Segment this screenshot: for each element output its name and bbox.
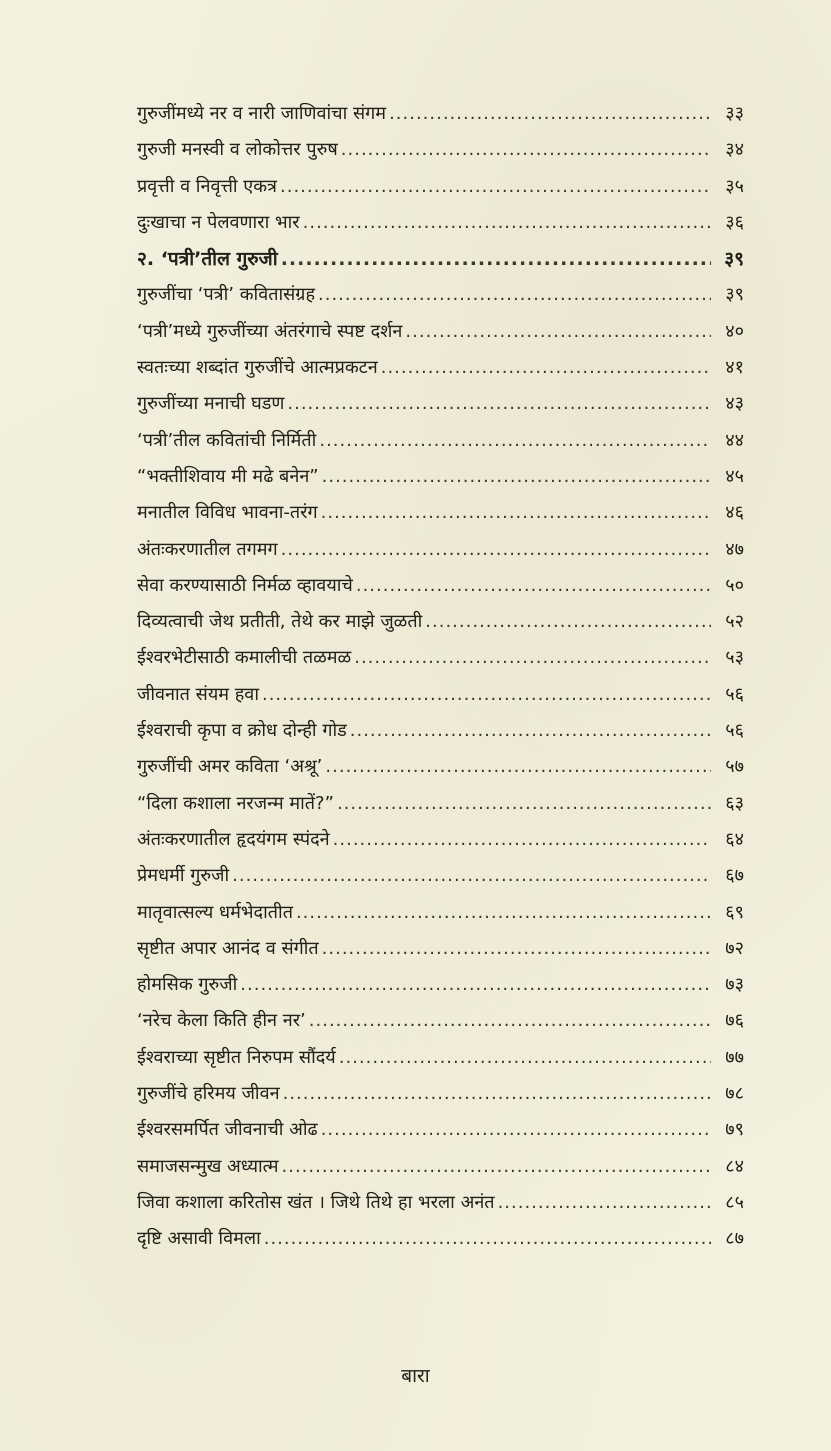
- dot-leader: [341, 132, 711, 168]
- toc-entry-page-number: ६३: [725, 792, 744, 814]
- dot-leader: [322, 459, 711, 495]
- toc-entry: [137, 858, 744, 894]
- toc-entry: [137, 967, 744, 1003]
- toc-entry: [137, 459, 744, 495]
- toc-entry: [137, 604, 744, 640]
- toc-entry: [137, 205, 744, 241]
- toc-entry: [137, 1076, 744, 1112]
- dot-leader: [281, 241, 711, 277]
- dot-leader: [303, 205, 711, 241]
- toc-entry-title: ‘पत्री’तील कवितांची निर्मिती: [137, 429, 317, 451]
- toc-entry: [137, 1003, 744, 1039]
- toc-entry-title: गुरुजींमध्ये नर व नारी जाणिवांचा संगम: [137, 103, 387, 124]
- toc-entry-page-number: ५३: [725, 647, 744, 669]
- toc-entry-page-number: ५६: [725, 683, 744, 705]
- page-number-footer: बारा: [401, 1365, 430, 1387]
- toc-entry-title: प्रेमधर्मी गुरुजी: [137, 865, 230, 887]
- toc-chapter-heading: [137, 241, 744, 277]
- toc-entry-title: जिवा कशाला करितोस खंत । जिथे तिथे हा भरला अनंत: [137, 1191, 495, 1213]
- toc-entry: [137, 822, 744, 858]
- toc-entry-page-number: ६७: [725, 865, 744, 887]
- toc-entry-page-number: ७२: [725, 937, 744, 959]
- toc-entry: [137, 1040, 744, 1076]
- dot-leader: [498, 1185, 711, 1221]
- toc-entry-page-number: ३९: [725, 284, 744, 306]
- dot-leader: [287, 386, 711, 422]
- toc-entry-title: प्रवृत्ती व निवृत्ती एकत्र: [137, 175, 277, 197]
- dot-leader: [325, 749, 711, 785]
- toc-entry: [137, 169, 744, 205]
- toc-entry-page-number: ४०: [725, 320, 744, 342]
- dot-leader: [322, 931, 711, 967]
- toc-entry: [137, 495, 744, 531]
- toc-entry-page-number: ५७: [725, 756, 744, 778]
- toc-entry-title: गुरुजींची अमर कविता ‘अश्रू’: [137, 756, 323, 778]
- toc-entry-title: ईश्वरसमर्पित जीवनाची ओढ: [137, 1119, 318, 1141]
- toc-entry-page-number: ४१: [725, 357, 744, 379]
- toc-entry-title: अंतःकरणातील हृदयंगम स्पंदने: [137, 828, 330, 850]
- table-of-contents: [137, 96, 744, 1258]
- toc-entry: [137, 314, 744, 350]
- toc-entry-page-number: ४६: [725, 502, 744, 524]
- toc-entry-page-number: ६९: [725, 901, 744, 923]
- toc-entry-title: २. ‘पत्री’तील गुरुजी: [137, 248, 278, 271]
- dot-leader: [240, 967, 711, 1003]
- toc-entry-title: ईश्वराची कृपा व क्रोध दोन्ही गोड: [137, 720, 347, 742]
- toc-entry-page-number: ५०: [725, 574, 744, 596]
- toc-entry: [137, 713, 744, 749]
- toc-entry: [137, 132, 744, 168]
- dot-leader: [389, 96, 711, 132]
- toc-entry: [137, 1185, 744, 1221]
- dot-leader: [319, 423, 711, 459]
- toc-entry: [137, 931, 744, 967]
- toc-entry-page-number: ८४: [725, 1155, 744, 1177]
- toc-entry-title: ‘नरेच केला किति हीन नर’: [137, 1010, 306, 1032]
- toc-entry-page-number: ३३: [725, 103, 744, 124]
- toc-entry-page-number: ८५: [725, 1191, 744, 1213]
- toc-entry: [137, 96, 744, 132]
- toc-entry: [137, 1149, 744, 1185]
- dot-leader: [281, 532, 711, 568]
- dot-leader: [339, 1040, 711, 1076]
- toc-entry-page-number: ८७: [725, 1228, 744, 1250]
- toc-entry-title: “दिला कशाला नरजन्म मातें?”: [137, 792, 334, 814]
- toc-entry-page-number: ४३: [725, 393, 744, 415]
- toc-entry: [137, 677, 744, 713]
- dot-leader: [280, 169, 711, 205]
- toc-entry-page-number: ७३: [725, 974, 744, 996]
- toc-entry-title: ईश्वरभेटीसाठी कमालीची तळमळ: [137, 647, 352, 669]
- dot-leader: [356, 568, 711, 604]
- dot-leader: [262, 677, 711, 713]
- toc-entry-title: सृष्टीत अपार आनंद व संगीत: [137, 937, 319, 959]
- toc-entry-title: स्वतःच्या शब्दांत गुरुजींचे आत्मप्रकटन: [137, 357, 378, 379]
- toc-entry: [137, 640, 744, 676]
- toc-entry-title: ईश्वराच्या सृष्टीत निरुपम सौंदर्य: [137, 1046, 336, 1068]
- toc-entry-title: दृष्टि असावी विमला: [137, 1228, 261, 1250]
- toc-entry-page-number: ७६: [725, 1010, 744, 1032]
- toc-entry: [137, 277, 744, 313]
- toc-entry-title: ‘पत्री’मध्ये गुरुजींच्या अंतरंगाचे स्पष्ट दर्शन: [137, 320, 403, 342]
- toc-entry: [137, 1221, 744, 1257]
- dot-leader: [282, 1149, 712, 1185]
- toc-entry-page-number: ५२: [725, 611, 744, 633]
- toc-entry-title: सेवा करण्यासाठी निर्मळ व्हावयाचे: [137, 574, 353, 596]
- dot-leader: [337, 786, 711, 822]
- toc-entry-title: दुःखाचा न पेलवणारा भार: [137, 211, 300, 233]
- toc-entry-title: मनातील विविध भावना-तरंग: [137, 502, 318, 524]
- dot-leader: [354, 640, 711, 676]
- dot-leader: [333, 822, 711, 858]
- toc-entry-title: अंतःकरणातील तगमग: [137, 538, 278, 560]
- dot-leader: [296, 895, 711, 931]
- toc-entry-page-number: ६४: [725, 828, 744, 850]
- dot-leader: [264, 1221, 711, 1257]
- toc-entry: [137, 423, 744, 459]
- dot-leader: [405, 314, 711, 350]
- toc-entry-title: गुरुजींचे हरिमय जीवन: [137, 1083, 280, 1105]
- toc-entry-page-number: ७८: [725, 1083, 744, 1105]
- dot-leader: [309, 1003, 711, 1039]
- toc-entry-page-number: ३९: [724, 248, 744, 271]
- toc-entry-title: जीवनात संयम हवा: [137, 683, 259, 705]
- toc-entry: [137, 568, 744, 604]
- toc-entry: [137, 1112, 744, 1148]
- toc-entry-title: समाजसन्मुख अध्यात्म: [137, 1155, 279, 1177]
- toc-entry-page-number: ४७: [725, 538, 744, 560]
- dot-leader: [321, 495, 711, 531]
- toc-entry-page-number: ४५: [725, 465, 744, 487]
- toc-entry-page-number: ७७: [725, 1046, 744, 1068]
- toc-entry-page-number: ३६: [725, 211, 744, 233]
- toc-entry-page-number: ३४: [725, 139, 744, 161]
- toc-entry: [137, 895, 744, 931]
- dot-leader: [321, 1112, 711, 1148]
- toc-entry-title: होमसिक गुरुजी: [137, 974, 238, 996]
- toc-entry-title: दिव्यत्वाची जेथ प्रतीती, तेथे कर माझे जुळती: [137, 611, 423, 633]
- toc-entry-title: “भक्तीशिवाय मी मढे बनेन”: [137, 465, 319, 487]
- toc-entry: [137, 532, 744, 568]
- dot-leader: [232, 858, 711, 894]
- toc-entry: [137, 786, 744, 822]
- dot-leader: [318, 277, 711, 313]
- dot-leader: [283, 1076, 711, 1112]
- toc-entry: [137, 350, 744, 386]
- dot-leader: [381, 350, 711, 386]
- toc-entry-page-number: ३५: [725, 175, 744, 197]
- toc-entry-page-number: ७९: [725, 1119, 744, 1141]
- dot-leader: [425, 604, 711, 640]
- dot-leader: [350, 713, 711, 749]
- toc-entry-title: गुरुजी मनस्वी व लोकोत्तर पुरुष: [137, 139, 338, 161]
- toc-entry: [137, 749, 744, 785]
- toc-entry-title: गुरुजींच्या मनाची घडण: [137, 393, 285, 415]
- toc-entry-page-number: ५६: [725, 720, 744, 742]
- toc-entry-title: मातृवात्सल्य धर्मभेदातीत: [137, 901, 293, 923]
- toc-entry-title: गुरुजींचा ‘पत्री’ कवितासंग्रह: [137, 284, 316, 306]
- toc-entry: [137, 386, 744, 422]
- toc-entry-page-number: ४४: [725, 429, 744, 451]
